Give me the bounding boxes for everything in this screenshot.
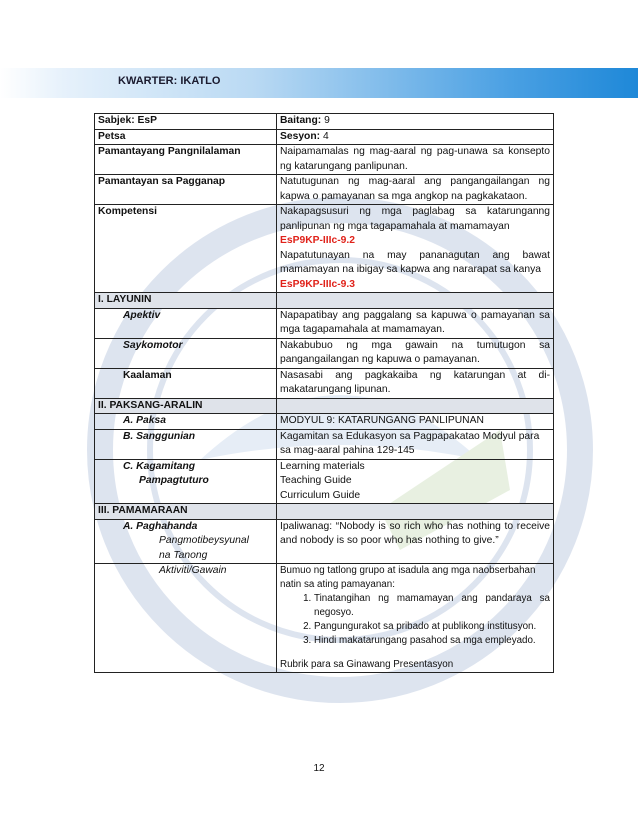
kaalaman-label: Kaalaman	[95, 368, 277, 398]
list-item: Learning materials	[280, 460, 365, 472]
ipaliwanag-value: Ipaliwanag: “Nobody is so rich who has nothing to receive and nobody is so poor who has nothing to give.”	[277, 519, 554, 564]
sabjek-value: EsP	[137, 115, 157, 126]
list-item: Curriculum Guide	[280, 489, 361, 501]
aktiviti-list	[280, 592, 550, 648]
table-row	[95, 129, 554, 145]
baitang-value: 9	[324, 115, 330, 126]
kaalaman-value: Nasasabi ang pagkakaiba ng katarungan at di-makatarungang lipunan.	[277, 368, 554, 398]
list-item: 2. Pangungurakot sa pribado at publikong institusyon.	[314, 620, 550, 634]
paksa-value: MODYUL 9: KATARUNGANG PANLIPUNAN	[277, 414, 554, 430]
header-band	[0, 68, 638, 98]
pangmotibeysyunal-label-1: Pangmotibeysyunal	[159, 535, 249, 546]
table-row	[95, 504, 554, 520]
pangnilalaman-value: Naipamamalas ng mag-aaral ng pag-unawa sa konsepto ng katarungang panlipunan.	[277, 145, 554, 175]
apektiv-label: Apektiv	[95, 308, 277, 338]
petsa-label: Petsa	[95, 129, 277, 145]
kagamitang-label-1: C. Kagamitang	[123, 460, 196, 472]
list-item: 1. Tinatangihan ng mamamayan ang pandaraya sa negosyo.	[314, 592, 550, 620]
table-row	[95, 338, 554, 368]
pagganap-value: Natutugunan ng mag-aaral ang pangangailangan ng kapwa o pamayanan sa mga angkop na pagkakataon.	[277, 175, 554, 205]
sesyon-value: 4	[322, 130, 329, 142]
table-row	[95, 564, 554, 673]
table-row	[95, 293, 554, 309]
table-row	[95, 205, 554, 293]
kompetensi-code-1: EsP9KP-IIIc-9.2	[280, 235, 355, 246]
kwarter-title: KWARTER: IKATLO	[118, 75, 221, 87]
kagamitang-label-2: Pampagtuturo	[139, 475, 209, 486]
kompetensi-1: Nakapagsusuri ng mga paglabag sa katarunganng panlipunan ng mga tagapamahala at mamamayan	[280, 206, 550, 232]
kompetensi-code-2: EsP9KP-IIIc-9.3	[280, 278, 355, 290]
pangnilalaman-label: Pamantayang Pangnilalaman	[95, 145, 277, 175]
sabjek-label: Sabjek:	[98, 115, 135, 126]
apektiv-value: Napapatibay ang paggalang sa kapuwa o pamayanan sa mga tagapamahala at mamamayan.	[277, 308, 554, 338]
table-row	[95, 519, 554, 564]
table-row	[95, 459, 554, 504]
table-row	[95, 398, 554, 414]
baitang-label: Baitang:	[280, 115, 322, 126]
page-number: 12	[313, 763, 325, 774]
table-row	[95, 145, 554, 175]
layunin-heading: I. LAYUNIN	[95, 293, 277, 309]
pamamaraan-heading: III. PAMAMARAAN	[95, 504, 277, 520]
paksang-aralin-heading: II. PAKSANG-ARALIN	[95, 398, 277, 414]
kompetensi-label: Kompetensi	[95, 205, 277, 293]
table-row	[95, 175, 554, 205]
sesyon-label: Sesyon:	[280, 130, 321, 142]
list-item: Teaching Guide	[280, 475, 352, 486]
paghahanda-label: A. Paghahanda	[123, 520, 198, 532]
saykomotor-value: Nakabubuo ng mga gawain na tumutugon sa pangangailangan ng kapuwa o pamayanan.	[277, 338, 554, 368]
list-item: 3. Hindi makatarungang pasahod sa mga empleyado.	[314, 634, 550, 648]
aktiviti-intro: Bumuo ng tatlong grupo at isadula ang mga naobserbahan natin sa ating pamayanan:	[280, 565, 536, 590]
saykomotor-label: Saykomotor	[95, 338, 277, 368]
table-row	[95, 308, 554, 338]
paksa-label: A. Paksa	[95, 414, 277, 430]
rubrik-label: Rubrik para sa Ginawang Presentasyon	[280, 659, 454, 670]
sanggunian-value: Kagamitan sa Edukasyon sa Pagpapakatao Modyul para sa mag-aaral pahina 129-145	[277, 429, 554, 459]
pagganap-label: Pamantayan sa Pagganap	[95, 175, 277, 205]
kompetensi-2: Napatutunayan na may pananagutan ang bawat mamamayan na ibigay sa kapwa ang nararapat sa kanya	[280, 249, 550, 275]
table-row	[95, 114, 554, 130]
lesson-plan-table	[94, 113, 554, 673]
pangmotibeysyunal-label-2: na Tanong	[159, 549, 208, 561]
table-row	[95, 414, 554, 430]
sanggunian-label: B. Sanggunian	[95, 429, 277, 459]
aktiviti-label: Aktiviti/Gawain	[95, 564, 277, 673]
table-row	[95, 429, 554, 459]
table-row	[95, 368, 554, 398]
